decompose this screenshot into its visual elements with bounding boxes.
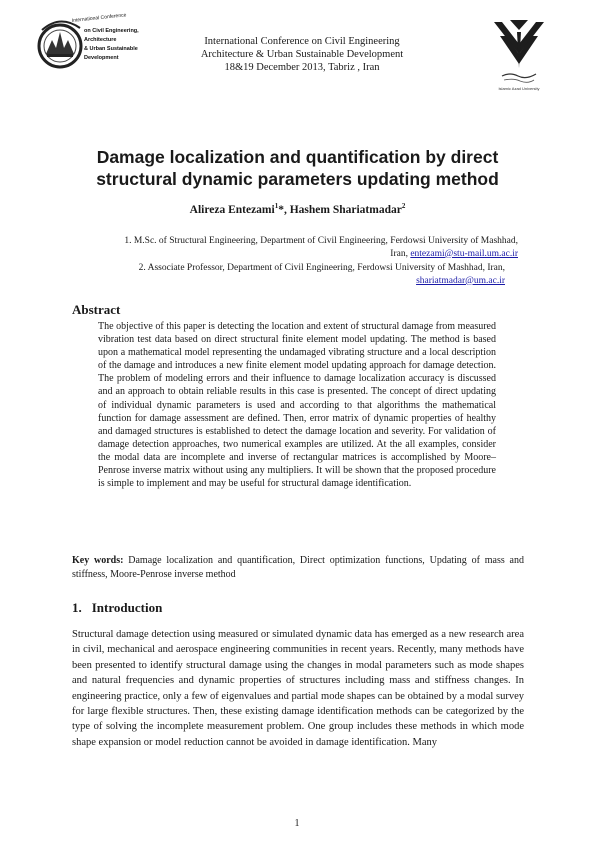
affiliation-marker: 1.: [124, 236, 132, 246]
keywords-text: Damage localization and quantification, Direct optimization functions, Updating of mass and stiffness, Moore-Penrose inverse method: [72, 555, 524, 580]
conference-subtitle: Architecture & Urban Sustainable Development: [200, 49, 404, 60]
section-heading-introduction: [72, 600, 162, 616]
section-number: 1.: [72, 600, 82, 615]
conference-name: International Conference on Civil Engineering: [204, 36, 400, 47]
affiliation-text-continued: Iran,: [390, 248, 408, 259]
affiliation-text: Associate Professor, Department of Civil Engineering, Ferdowsi University of Mashhad, Iran,: [147, 263, 505, 273]
affiliation-text: M.Sc. of Structural Engineering, Department of Civil Engineering, Ferdowsi University of Mashhad,: [133, 236, 518, 246]
conference-logo-graphic: [36, 10, 156, 86]
university-logo: [484, 14, 554, 92]
keywords: [72, 554, 524, 582]
introduction-body: Structural damage detection using measured or simulated dynamic data has emerged as a new research area in civil, mechanical and aerospace engineering communities in recent years. Recently, many methods have been presented to identify structural damage using the changes in modal parameters such as mode shapes and natural frequencies and dynamic properties of structures including mass and stiffness changes. In engineering practice, only a few of eigenvalues and partial mode shapes can be obtained by a modal survey for large flexible structures. Then, these existing damage identification methods can be categorized by the type of solving the incomplete measurement problem. One group includes these methods in which mode shape expansion or model reduction cannot be avoided in damage identification. Many: [72, 629, 524, 748]
author-name: Hashem Shariatmadar: [289, 203, 402, 216]
affiliation-1: [100, 235, 518, 260]
conference-logo-text-1: International Conference: [71, 12, 127, 24]
paper-title-line-1: Damage localization and quantification by direct: [96, 147, 499, 167]
author-email-link[interactable]: shariatmadar@um.ac.ir: [416, 275, 505, 286]
author-name: Alireza Entezami: [189, 203, 275, 216]
university-emblem-icon: [484, 14, 554, 92]
conference-logo-text-2: on Civil Engineering,: [84, 28, 139, 34]
paper-title-line-2: structural dynamic parameters updating method: [96, 169, 499, 189]
conference-logo-text-4: & Urban Sustainable: [84, 46, 138, 52]
abstract-body: The objective of this paper is detecting the location and extent of structural damage from measured vibration test data based on direct structural finite element model updating. The method is based upon a mathematical model representing the undamaged vibrating structure and a local description of the damage and introduces a new finite element model updating approach for damage detection. The problem of modeling errors and their influence to damage localization accuracy is discussed and an approach to obtain reliable results in this case is presented. The concept of direct updating of individual dynamic parameters is used and according to that algorithms the mathematical function for damage assessment are defined. Then, error matrix of dynamic properties of healthy and damaged structures is established to detect the damage location and severity. For validation of damage detection approaches, two numerical examples are utilized. At the all examples, consider the modal data are incomplete and inverse of rectangular matrices is accomplished by Moore–Penrose inverse matrix without using any multipliers. It will be shown that the proposed procedure is simple to implement and may be useful for structural damage identification.: [98, 321, 496, 490]
paper-title: [60, 146, 535, 190]
author-affiliation-marker: 2: [401, 202, 406, 210]
conference-logo: [36, 10, 156, 86]
author-list: [60, 202, 535, 216]
page-number: 1: [294, 818, 300, 829]
affiliation-2: [100, 262, 505, 287]
author-separator: ,: [283, 203, 290, 216]
author-email-link[interactable]: entezami@stu-mail.um.ac.ir: [410, 248, 518, 259]
conference-logo-text-5: Development: [84, 55, 119, 61]
affiliation-marker: 2.: [138, 263, 146, 273]
abstract-heading: Abstract: [72, 302, 121, 317]
section-title: Introduction: [91, 600, 163, 615]
university-logo-caption: Islamic Azad University: [498, 86, 540, 91]
conference-header: [160, 35, 444, 74]
conference-logo-text-3: Architecture: [84, 37, 117, 43]
keywords-label: Key words:: [72, 555, 124, 566]
conference-dates: 18&19 December 2013, Tabriz , Iran: [224, 62, 380, 73]
author-affiliation-marker: 1: [274, 202, 279, 210]
corresponding-author-mark: *: [278, 203, 284, 216]
